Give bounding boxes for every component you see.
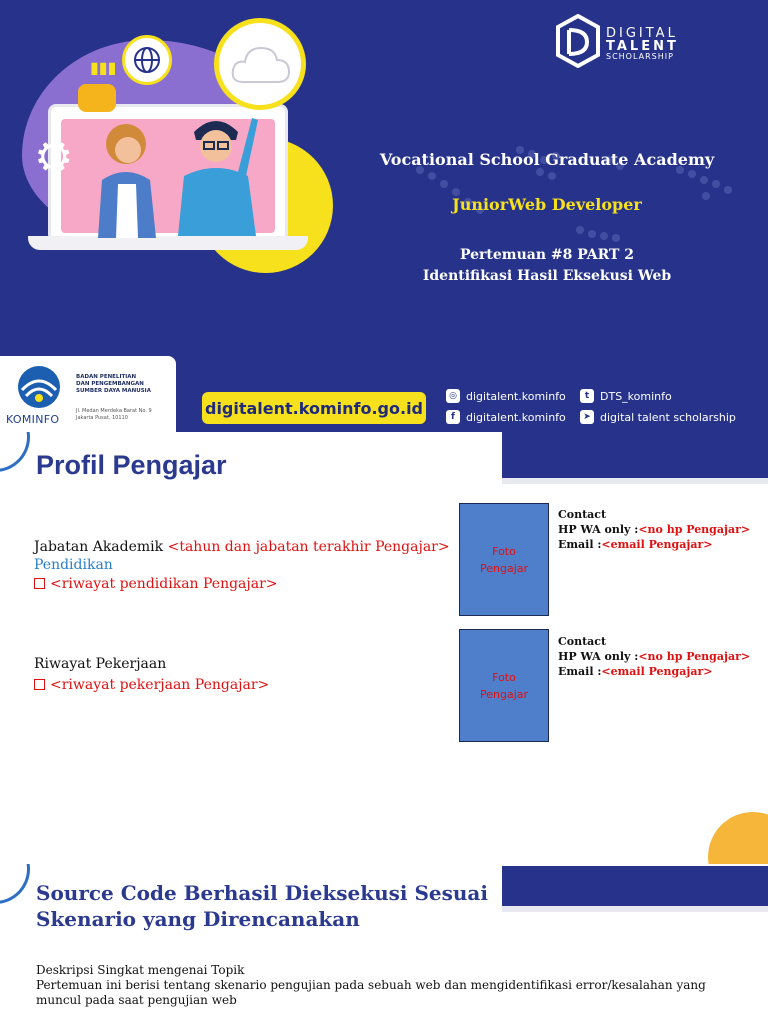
- title-line: Source Code Berhasil Dieksekusi Sesuai: [36, 881, 488, 905]
- address-line: Jl. Medan Merdeka Barat No. 9: [76, 408, 152, 414]
- telegram-handle: digital talent scholarship: [600, 410, 736, 424]
- hp-label: HP WA only :: [558, 650, 639, 663]
- jabatan-label: Jabatan Akademik: [34, 539, 164, 555]
- contact-label: Contact: [558, 635, 607, 648]
- description-line: muncul pada saat pengujian web: [36, 993, 237, 1007]
- instagram-link[interactable]: [446, 389, 566, 403]
- photo-label-line: Foto: [492, 544, 516, 558]
- brand-line-3: SCHOLARSHIP: [606, 52, 674, 61]
- facebook-link[interactable]: [446, 410, 566, 424]
- telegram-link[interactable]: [580, 410, 736, 424]
- description-heading: Deskripsi Singkat mengenai Topik: [36, 963, 245, 977]
- pendidikan-item-text: <riwayat pendidikan Pengajar>: [50, 576, 278, 592]
- institution-address: [76, 408, 152, 422]
- hp-value: <no hp Pengajar>: [638, 523, 751, 536]
- checkbox-icon: [34, 578, 45, 589]
- chat-bubble-icon: [78, 84, 116, 112]
- corner-decoration: [0, 864, 30, 904]
- checkbox-icon: [34, 679, 45, 690]
- bar-chart-icon: ▮▮▮: [90, 58, 117, 77]
- pendidikan-item: [34, 576, 278, 592]
- twitter-handle: DTS_kominfo: [600, 389, 672, 403]
- website-url-badge[interactable]: digitalent.kominfo.go.id: [202, 392, 426, 424]
- brand-line-2: TALENT: [606, 39, 679, 54]
- slide-title: [36, 880, 488, 932]
- address-line: Jakarta Pusat, 10110: [76, 415, 128, 421]
- cover-slide: [0, 0, 768, 432]
- contact-label: Contact: [558, 508, 607, 521]
- woman-figure-illustration: [90, 118, 162, 238]
- header-banner-thumbnail: [502, 866, 768, 912]
- track-title: JuniorWeb Developer: [452, 195, 642, 214]
- corner-decoration: [0, 432, 30, 472]
- academy-title: Vocational School Graduate Academy: [379, 150, 715, 169]
- photo-placeholder: [459, 629, 549, 742]
- hp-value: <no hp Pengajar>: [638, 650, 751, 663]
- contact-block: [558, 634, 750, 679]
- instagram-handle: digitalent.kominfo: [466, 389, 566, 403]
- twitter-link[interactable]: [580, 389, 672, 403]
- institution-name: [76, 374, 151, 395]
- man-figure-illustration: [172, 110, 260, 236]
- facebook-icon: f: [446, 410, 460, 424]
- pekerjaan-label: Riwayat Pekerjaan: [34, 656, 167, 672]
- institution-line: SUMBER DAYA MANUSIA: [76, 388, 151, 394]
- email-value: <email Pengajar>: [601, 538, 713, 551]
- description-line: Pertemuan ini berisi tentang skenario pengujian pada sebuah web dan mengidentifikasi error/kesalahan yang: [36, 978, 706, 992]
- meeting-topic: Identifikasi Hasil Eksekusi Web: [422, 268, 672, 284]
- globe-icon: [122, 35, 172, 85]
- jabatan-row: [34, 539, 450, 555]
- source-code-slide: [0, 864, 768, 1024]
- kominfo-panel: [0, 356, 176, 432]
- photo-label-line: Foto: [492, 670, 516, 684]
- photo-placeholder: [459, 503, 549, 616]
- meeting-number: Pertemuan #8 PART 2: [459, 247, 635, 263]
- slide-title: Profil Pengajar: [36, 450, 227, 480]
- kominfo-emblem-icon: [12, 364, 66, 410]
- email-value: <email Pengajar>: [601, 665, 713, 678]
- institution-line: BADAN PENELITIAN: [76, 374, 137, 380]
- dts-brand-text: [606, 27, 679, 61]
- hp-label: HP WA only :: [558, 523, 639, 536]
- kominfo-wordmark: KOMINFO: [6, 413, 60, 426]
- photo-label-line: Pengajar: [479, 561, 529, 575]
- instagram-icon: ◎: [446, 389, 460, 403]
- dts-logo-icon: [556, 14, 600, 68]
- pendidikan-label: Pendidikan: [34, 557, 113, 573]
- profile-slide: [0, 432, 768, 864]
- brand-line-1: DIGITAL: [606, 26, 678, 41]
- email-label: Email :: [558, 538, 602, 551]
- contact-block: [558, 507, 750, 552]
- twitter-icon: t: [580, 389, 594, 403]
- email-label: Email :: [558, 665, 602, 678]
- gear-icon: ⚙: [34, 132, 74, 183]
- facebook-handle: digitalent.kominfo: [466, 410, 566, 424]
- photo-label-line: Pengajar: [479, 687, 529, 701]
- cloud-icon: [214, 18, 306, 110]
- telegram-icon: ➤: [580, 410, 594, 424]
- pekerjaan-item: [34, 677, 269, 693]
- title-line: Skenario yang Direncanakan: [36, 907, 360, 931]
- topic-description: [36, 963, 706, 1008]
- corner-decoration: [708, 812, 768, 864]
- pekerjaan-item-text: <riwayat pekerjaan Pengajar>: [50, 677, 270, 693]
- jabatan-value: <tahun dan jabatan terakhir Pengajar>: [167, 539, 450, 555]
- header-banner-thumbnail: [502, 432, 768, 484]
- institution-line: DAN PENGEMBANGAN: [76, 381, 144, 387]
